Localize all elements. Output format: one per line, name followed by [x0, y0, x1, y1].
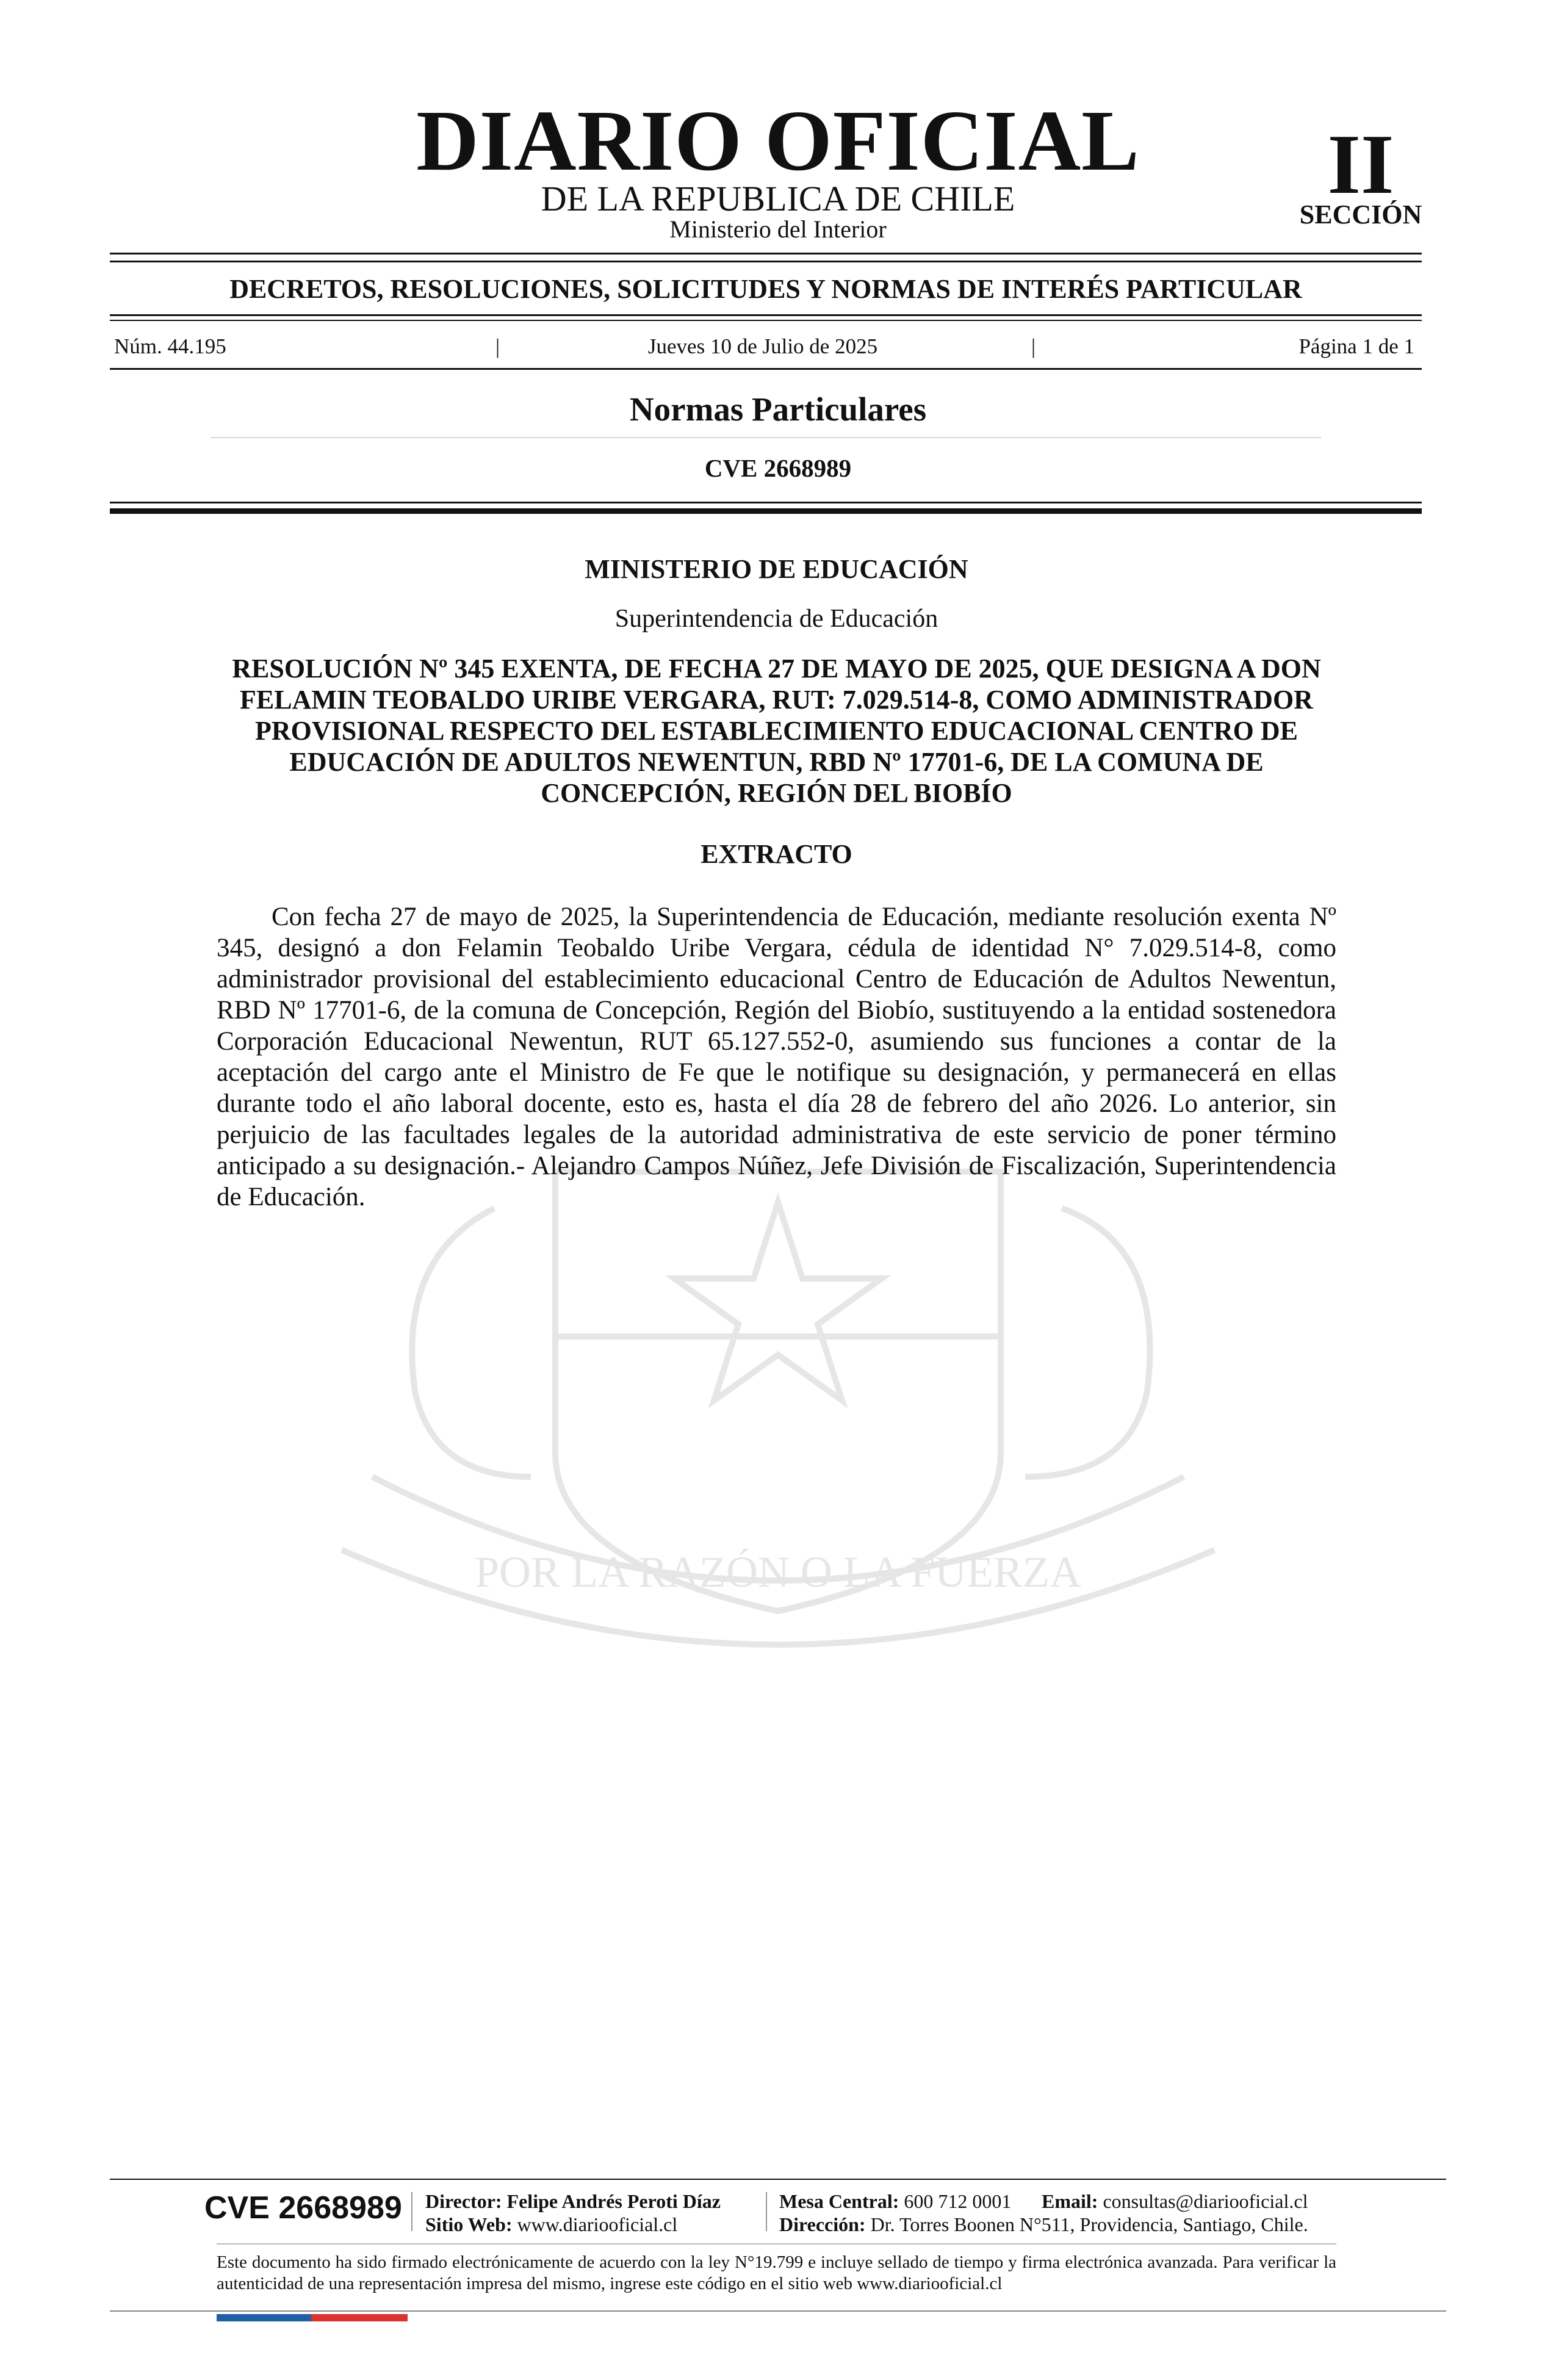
website-label: Sitio Web:	[425, 2213, 513, 2235]
issue-date: Jueves 10 de Julio de 2025	[647, 334, 878, 358]
section-number: II	[1327, 117, 1394, 212]
rule-band-2	[110, 320, 1422, 321]
masthead-ministry: Ministerio del Interior	[669, 215, 887, 243]
email-label: Email:	[1042, 2190, 1098, 2212]
band-title: DECRETOS, RESOLUCIONES, SOLICITUDES Y NORMAS DE INTERÉS PARTICULAR	[229, 274, 1302, 304]
flag-stripe-blue	[217, 2314, 311, 2321]
address-label: Dirección:	[779, 2213, 866, 2235]
rule-cve-1	[110, 502, 1422, 503]
cve-code: CVE 2668989	[704, 454, 852, 482]
footer-divider-1	[411, 2192, 412, 2231]
rule-cve-2	[110, 508, 1422, 514]
document-office: Superintendencia de Educación	[614, 605, 938, 633]
coat-of-arms-watermark	[214, 1135, 1342, 1684]
page-count: Página 1 de 1	[1298, 334, 1414, 358]
extract-body: Con fecha 27 de mayo de 2025, la Superintendencia de Educación, mediante resolución exenta Nº 345, designó a don Felamin Teobaldo Uribe Vergara, cédula de identidad N° 7.029.514-8, como administrador provisional del establecimiento educacional Centro de Educación de Adultos Newentun, RBD Nº 17701-6, de la comuna de Concepción, Región del Biobío, sustituyendo a la entidad sostenedora Corporación Educacional Newentun, RUT 65.127.552-0, asumiendo sus funciones a contar de la aceptación del cargo ante el Ministro de Fe que le notifique su designación, y permanecerá en ellas durante todo el año laboral docente, esto es, hasta el día 28 de febrero del año 2026. Lo anterior, sin perjuicio de las facultades legales de la autoridad administrativa de este servicio de poner término anticipado a su designación.- Alejandro Campos Núñez, Jefe División de Fiscalización, Superintendencia de Educación.	[217, 903, 1336, 1211]
section-heading: Normas Particulares	[629, 391, 927, 428]
address-value: Dr. Torres Boonen N°511, Providencia, Santiago, Chile.	[870, 2213, 1308, 2235]
helpdesk-value: 600 712 0001	[904, 2190, 1012, 2212]
heading-underline	[211, 437, 1321, 438]
document-ministry: MINISTERIO DE EDUCACIÓN	[585, 554, 968, 584]
footer-director	[425, 2190, 721, 2213]
footer-rule-mid	[217, 2243, 1336, 2245]
footer-cve: CVE 2668989	[204, 2190, 402, 2226]
resolution-title: RESOLUCIÓN Nº 345 EXENTA, DE FECHA 27 DE MAYO DE 2025, QUE DESIGNA A DON FELAMIN TEOBALDO URIBE VERGARA, RUT: 7.029.514-8, COMO ADMINISTRADOR PROVISIONAL RESPECTO DEL ESTABLECIMIENTO EDUCACIONAL CENTRO DE EDUCACIÓN DE ADULTOS NEWENTUN, RBD Nº 17701-6, DE LA COMUNA DE CONCEPCIÓN, REGIÓN DEL BIOBÍO	[232, 654, 1321, 808]
footer-website	[425, 2213, 677, 2236]
meta-separator-2: |	[1031, 334, 1036, 358]
director-value: Felipe Andrés Peroti Díaz	[506, 2190, 721, 2212]
rule-top-1	[110, 253, 1422, 254]
footer-notice: Este documento ha sido firmado electrónicamente de acuerdo con la ley N°19.799 e incluye sellado de tiempo y firma electrónica avanzada. Para verificar la autenticidad de una representación impresa del mismo, ingrese este código en el sitio web www.diariooficial.cl	[217, 2252, 1336, 2293]
meta-separator-1: |	[495, 334, 500, 358]
footer-email	[1042, 2190, 1308, 2213]
section-label: SECCIÓN	[1299, 200, 1422, 229]
masthead-subtitle: DE LA REPUBLICA DE CHILE	[541, 179, 1015, 218]
rule-band-1	[110, 314, 1422, 316]
rule-top-2	[110, 261, 1422, 262]
helpdesk-label: Mesa Central:	[779, 2190, 899, 2212]
director-label: Director:	[425, 2190, 502, 2212]
flag-stripe-red	[311, 2314, 408, 2321]
footer-helpdesk	[779, 2190, 1011, 2213]
rule-meta	[110, 368, 1422, 370]
extract-heading: EXTRACTO	[701, 839, 852, 869]
footer-address	[779, 2213, 1308, 2236]
email-link[interactable]: consultas@diariooficial.cl	[1103, 2190, 1308, 2212]
footer-rule-bottom	[110, 2310, 1446, 2312]
masthead-title: DIARIO OFICIAL	[416, 92, 1140, 189]
website-link[interactable]: www.diariooficial.cl	[517, 2213, 678, 2235]
footer-rule-top	[110, 2179, 1446, 2180]
footer-divider-2	[766, 2192, 767, 2231]
watermark-motto: POR LA RAZÓN O LA FUERZA	[474, 1548, 1082, 1596]
issue-number: Núm. 44.195	[114, 334, 226, 358]
